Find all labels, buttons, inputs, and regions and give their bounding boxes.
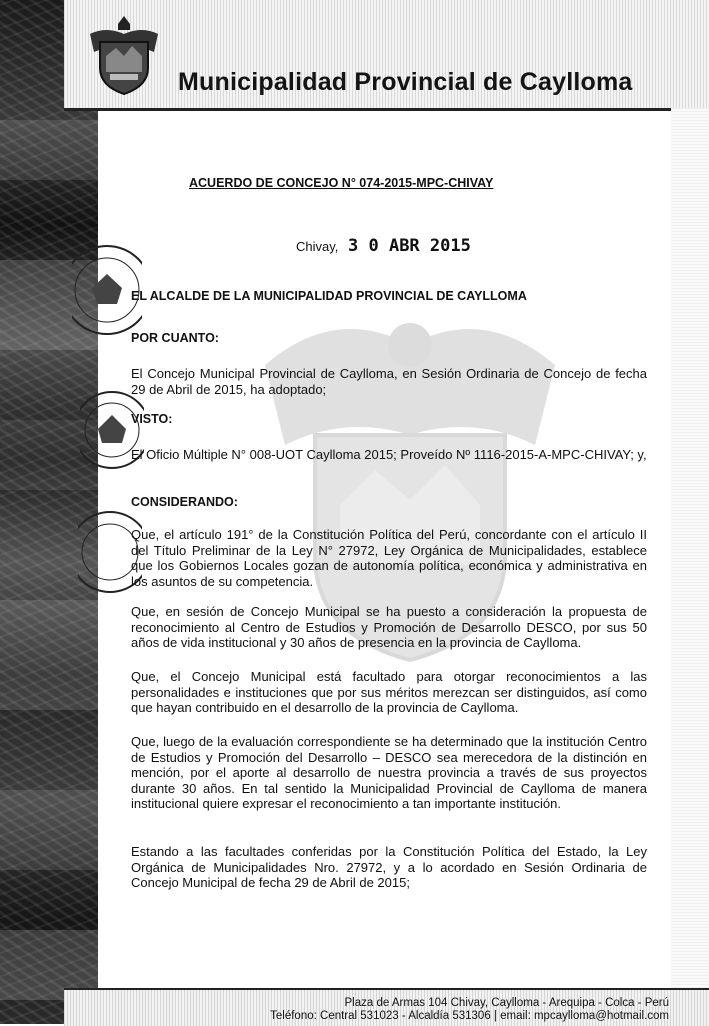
- por-cuanto-text: El Concejo Municipal Provincial de Caylloma, en Sesión Ordinaria de Concejo de fecha 29 de Abril de 2015, ha adoptado;: [131, 366, 647, 397]
- municipal-crest-logo: [86, 12, 162, 96]
- visto-heading: VISTO:: [131, 412, 173, 426]
- considerando-paragraph: Que, el Concejo Municipal está facultado para otorgar reconocimientos a las personalidades e instituciones que por sus méritos merezcan ser distinguidos, así como que hayan contribuido en el desarrollo de la provincia de Caylloma.: [131, 669, 647, 715]
- right-margin-shade: [671, 108, 709, 988]
- footer-contact: Teléfono: Central 531023 - Alcaldía 531306 | email: mpcaylloma@hotmail.com: [270, 1010, 669, 1022]
- visto-text: El Oficio Múltiple N° 008-UOT Caylloma 2015; Proveído Nº 1116-2015-A-MPC-CHIVAY; y,: [131, 447, 647, 462]
- document-title: ACUERDO DE CONCEJO N° 074-2015-MPC-CHIVAY: [189, 176, 494, 190]
- considerando-paragraph: Estando a las facultades conferidas por la Constitución Política del Estado, la Ley Orgánica de Municipalidades Nro. 27972, y a lo acordado en Sesión Ordinaria de Concejo Municipal de fecha 29 de Abril de 2015;: [131, 844, 647, 890]
- date-stamp: 3 0 ABR 2015: [348, 236, 471, 256]
- issuer-heading: EL ALCALDE DE LA MUNICIPALIDAD PROVINCIAL DE CAYLLOMA: [131, 289, 527, 303]
- considerando-paragraph: Que, el artículo 191° de la Constitución Política del Perú, concordante con el artículo II del Título Preliminar de la Ley N° 27972, Ley Orgánica de Municipalidades, establece que los Gobiernos Locales gozan de autonomía política, económica y administrativa en los asuntos de su competencia.: [131, 527, 647, 589]
- footer-address: Plaza de Armas 104 Chivay, Caylloma - Arequipa - Colca - Perú: [344, 997, 669, 1009]
- por-cuanto-heading: POR CUANTO:: [131, 331, 219, 345]
- considerando-paragraph: Que, en sesión de Concejo Municipal se ha puesto a consideración la propuesta de reconocimiento al Centro de Estudios y Promoción de Desarrollo DESCO, por sus 50 años de vida institucional y 30 años de presencia en la provincia de Caylloma.: [131, 604, 647, 650]
- considerando-heading: CONSIDERANDO:: [131, 495, 238, 509]
- considerando-paragraph: Que, luego de la evaluación correspondiente se ha determinado que la institución Centro de Estudios y Promoción del Desarrollo – DESCO sea merecedora de la distinción en mención, por el aporte al desarrollo de nuestra provincia a través de sus proyectos durante 30 años. En tal sentido la Municipalidad Provincial de Caylloma de manera institucional quiere expresar el reconocimiento a tan importante institución.: [131, 734, 647, 811]
- organization-name: Municipalidad Provincial de Caylloma: [178, 68, 633, 96]
- date-line: [296, 236, 471, 256]
- place-label: Chivay,: [296, 239, 339, 254]
